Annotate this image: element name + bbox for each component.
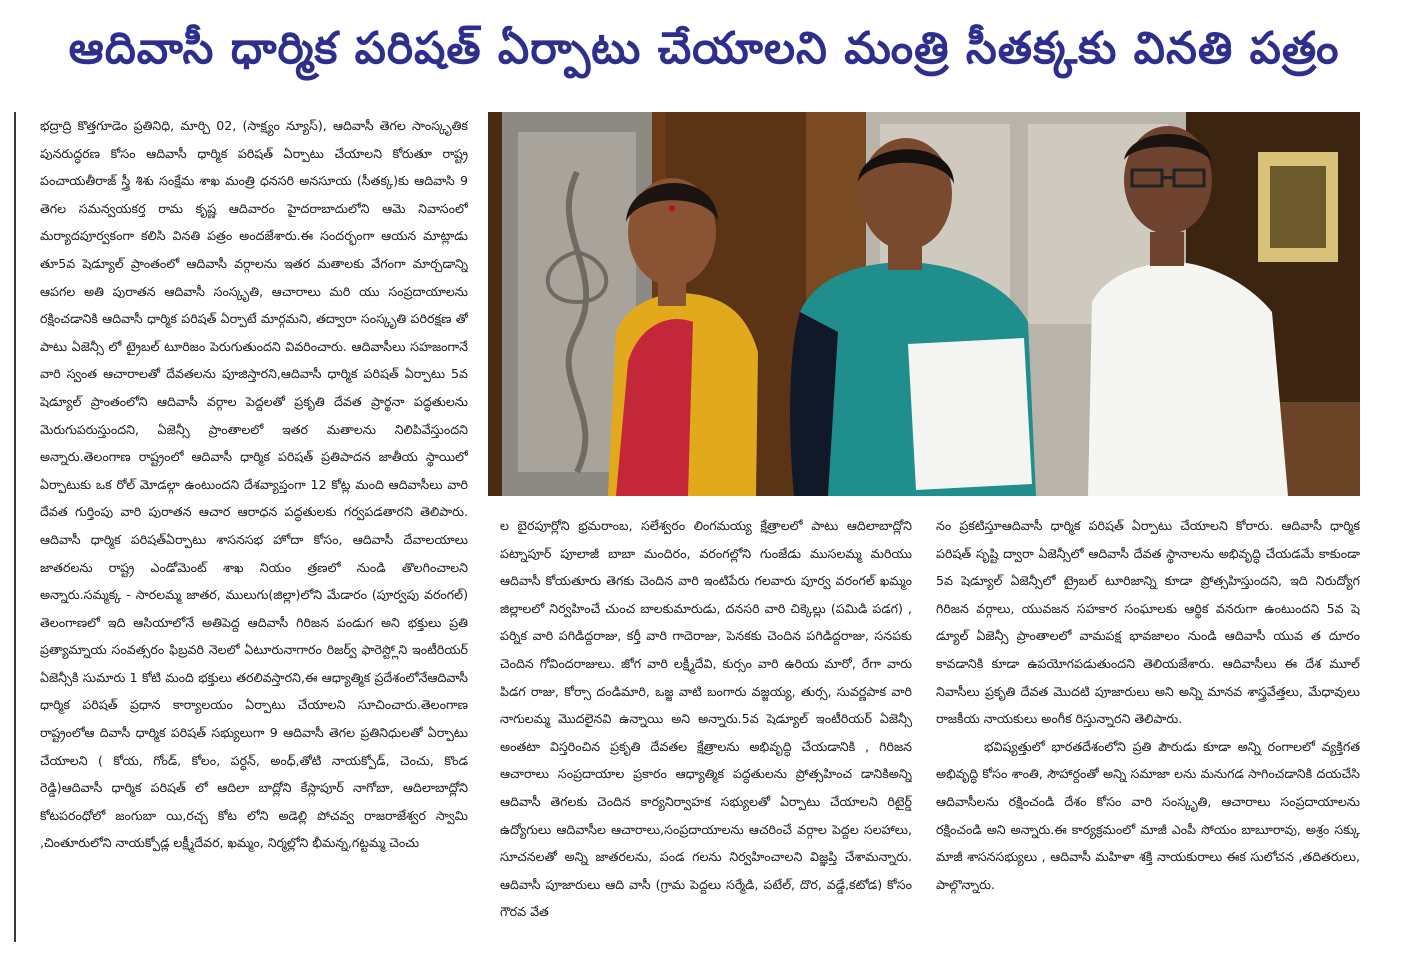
article-column-1 <box>40 112 468 944</box>
article-paragraph: నం ప్రకటిస్తూఆదివాసీ ధార్మిక పరిషత్ ఏర్పాటు చేయాలని కోరారు. ఆదివాసీ ధార్మిక పరిషత్ సృష్టి ద్వారా ఏజెన్సీలో ఆదివాసీ దేవత స్థానాలను అభివృద్ధి చేయడమే కాకుండా 5వ షెడ్యూల్ ఏజెన్సీలో ట్రైబల్ టూరిజాన్ని కూడా ప్రోత్సహిస్తుందని, ఇది నిరుద్యోగ గిరిజన వర్గాలు, యువజన సహకార సంఘాలకు ఆర్థిక వనరుగా ఉంటుందని 5వ షె డ్యూల్ ఏజెన్సీ ప్రాంతాలలో వామపక్ష భావజాలం నుండి ఆదివాసీ యువ త దూరం కావడానికి కూడా ఉపయోగపడుతుందని తెలియజేశారు. ఆదివాసీలు ఈ దేశ మూల్ నివాసీలు ప్రకృతి దేవత మొదటి పూజారులు అని అన్ని మానవ శాస్త్రవేత్తలు, మేధావులు రాజకీయ నాయకులు అంగీక రిస్తున్నారని తెలిపారు. <box>936 518 1360 727</box>
column-rule <box>14 112 16 942</box>
article-paragraph: ల బైరపూర్లోని భ్రమరాంబ, సలేశ్వరం లింగమయ్య క్షేత్రాలలో పాటు ఆదిలాబాద్లోని పట్నాపూర్ పూలాజీ బాబా మందిరం, వరంగల్లోని గుంజేడు ముసలమ్మ మరియు ఆదివాసీ కోయతూరు తెగకు చెందిన వారి ఇంటిపేరు గలవారు పూర్వ వరంగల్ ఖమ్మం జిల్లాలలో నిర్వహించే చుంచ బాలకుమారుడు, దనసరి వారి చిక్కెల్లు (పమిడి పడగ) , పర్నిక వారి పగిడిద్దరాజు, కర్తీ వారి గాదెరాజు, పెనకకు చెందిన పగిడిద్దరాజు, సనపకు చెందిన గోవిందరాజులు. జోగ వారి లక్ష్మీదేవి, కుర్సం వారి ఉరియ మారో, రేగా వారు పిడగ రాజు, కోర్సా దండిమారి, ఒజ్జ వాటి బంగారు వజ్జయ్య, తుర్స, సువర్ణపాక వారి నాగులమ్మ మొదలైనవి ఉన్నాయి అని అన్నారు.5వ షెడ్యూల్ ఇంటీరియర్ ఏజెన్సీ అంతటా విస్తరించిన ప్రకృతి దేవతల క్షేత్రాలను అభివృద్ధి చేయడానికి , గిరిజన ఆచారాలు సంప్రదాయాల ప్రకారం ఆధ్యాత్మిక పద్ధతులను ప్రోత్సహించ డానికిఅన్ని ఆదివాసీ తెగలకు చెందిన కార్యనిర్వాహక సభ్యులతో ఏర్పాటు చేయాలని రిటైర్డ్ ఉద్యోగులు ఆదివాసీల ఆచారాలు,సంప్రదాయాలను ఆచరించే వర్గాల పెద్దల సలహాలు, సూచనలతో అన్ని జాతరలను, పండ గలను నిర్వహించాలని విజ్ఞప్తి చేశామన్నారు. ఆదివాసీ పూజారులు ఆది వాసీ (గ్రామ పెద్దలు సర్మేడి, పటేల్, దొర, వడ్డే,కటోడ) కోసం గౌరవ వేత <box>500 518 912 920</box>
article-paragraph: భవిష్యత్తులో భారతదేశంలోని ప్రతి పౌరుడు కూడా అన్ని రంగాలలో వ్యక్తిగత అభివృద్ధి కోసం శాంతి, సౌహార్దంతో అన్ని సమాజా లను మనుగడ సాగించడానికి దయచేసి ఆదివాసీలను రక్షించండి దేశం కోసం వారి సంస్కృతి, ఆచారాలు సంప్రదాయాలను రక్షించండి అని అన్నారు.ఈ కార్యక్రమంలో మాజీ ఎంపీ సోయం బాబూరావు, అశ్రం సక్కు మాజీ శాసనసభ్యులు , ఆదివాసీ మహిళా శక్తి నాయకురాలు ఈక సులోచన ,తదితరులు, పాల్గొన్నారు. <box>936 738 1360 892</box>
news-photo <box>488 112 1360 496</box>
article-column-2 <box>500 512 912 944</box>
article-paragraph: భద్రాద్రి కొత్తగూడెం ప్రతినిధి, మార్చి 02, (సాక్ష్యం న్యూస్), ఆదివాసీ తెగల సాంస్కృతిక పునరుద్ధరణ కోసం ఆదివాసీ ధార్మిక పరిషత్ ఏర్పాటు చేయాలని కోరుతూ రాష్ట్ర పంచాయతీరాజ్ స్త్రీ శిశు సంక్షేమ శాఖ మంత్రి ధనసరి అనసూయ (సీతక్క)కు ఆదివాసి 9 తెగల సమన్వయకర్త రామ కృష్ణ ఆదివారం హైదరాబాదులోని ఆమె నివాసంలో మర్యాదపూర్వకంగా కలిసి వినతి పత్రం అందజేశారు.ఈ సందర్భంగా ఆయన మాట్లాడు తూ5వ షెడ్యూల్ ప్రాంతంలో ఆదివాసీ వర్గాలను ఇతర మతాలకు వేగంగా మార్చడాన్ని ఆపగల అతి పురాతన ఆదివాసీ సంస్కృతి, ఆచారాలు మరి యు సంప్రదాయాలను రక్షించడానికి ఆదివాసీ ధార్మిక పరిషత్ ఏర్పాటే మార్గమని, తద్వారా సంస్కృతి పరిరక్షణ తో పాటు ఏజెన్సీ లో ట్రైబల్ టూరిజం పెరుగుతుందని వివరించారు. ఆదివాసీలు సహజంగానే వారి స్వంత ఆచారాలతో దేవతలను పూజిస్తారని,ఆదివాసీ ధార్మిక పరిషత్ ఏర్పాటు 5వ షెడ్యూల్ ప్రాంతంలోని ఆదివాసీ వర్గాల పెద్దలతో ప్రకృతి దేవత ప్రార్థనా పద్ధతులను మెరుగుపరుస్తుందని, ఏజెన్సీ ప్రాంతాలలో ఇతర మతాలను నిలిపివేస్తుందని అన్నారు.తెలంగాణ రాష్ట్రంలో ఆదివాసీ ధార్మిక పరిషత్ ప్రతిపాదన జాతీయ స్థాయిలో ఏర్పాటుకు ఒక రోల్ మోడల్గా ఉంటుందని దేశవ్యాప్తంగా 12 కోట్ల మంది ఆదివాసీలు వారి దేవత గుర్తింపు వారి పురాతన ఆచార ఆరాధన పద్ధతులకు గర్వపడతారని తెలిపారు. ఆదివాసీ ధార్మిక పరిషత్ఏర్పాటు శాసనసభ హోదా కోసం, ఆదివాసీ దేవాలయాలు జాతరలను రాష్ట్ర ఎండోమెంట్ శాఖ నియం త్రణలో నుండి తొలగించాలని అన్నారు.సమ్మక్క - సారలమ్మ జాతర, ములుగు(జిల్లా)లోని మేడారం (పూర్వపు వరంగల్) తెలంగాణలో ఇది ఆసియాలోనే అతిపెద్ద ఆదివాసీ గిరిజన పండుగ అని భక్తులు ప్రతి ప్రత్యామ్నాయ సంవత్సరం ఫిబ్రవరి నెలలో ఏటూరునాగారం రిజర్వ్ ఫారెస్ట్లోని ఇంటీరియర్ ఏజెన్సీకి సుమారు 1 కోటి మంది భక్తులు తరలివస్తారని,ఈ ఆధ్యాత్మిక ప్రదేశంలోనేఆదివాసీ ధార్మిక పరిషత్ ప్రధాన కార్యాలయం ఏర్పాటు చేయాలని సూచించారు.తెలంగాణ రాష్ట్రంలోఆ దివాసీ ధార్మిక పరిషత్ సభ్యులుగా 9 ఆదివాసీ తెగల ప్రతినిధులతో ఏర్పాటు చేయాలని ( కోయ, గోండ్, కోలం, పర్ధన్, అంధ్,తోటి నాయక్పోడ్, చెంచు, కొండ రెడ్డి)ఆదివాసీ ధార్మిక పరిషత్ లో ఆదిలా బాద్లోని కేస్లాపూర్ నాగోబా, ఆదిలాబాద్లోని కోటపరంధోలో జంగుబా యి,రచ్చ కోట లోని అడెల్లి పోచవ్వ రాజరాజేశ్వర స్వామి ,చింతూరులోని నాయక్పోడ్ల లక్ష్మీదేవర, ఖమ్మం, నిర్మల్లోని భీమన్న,గట్టమ్మ చెంచు <box>40 118 468 851</box>
article-column-3 <box>936 512 1360 932</box>
headline: ఆదివాసీ ధార్మిక పరిషత్ ఏర్పాటు చేయాలని మంత్రి సీతక్కకు వినతి పత్రం <box>68 23 1340 74</box>
photo-illustration <box>488 112 1360 496</box>
